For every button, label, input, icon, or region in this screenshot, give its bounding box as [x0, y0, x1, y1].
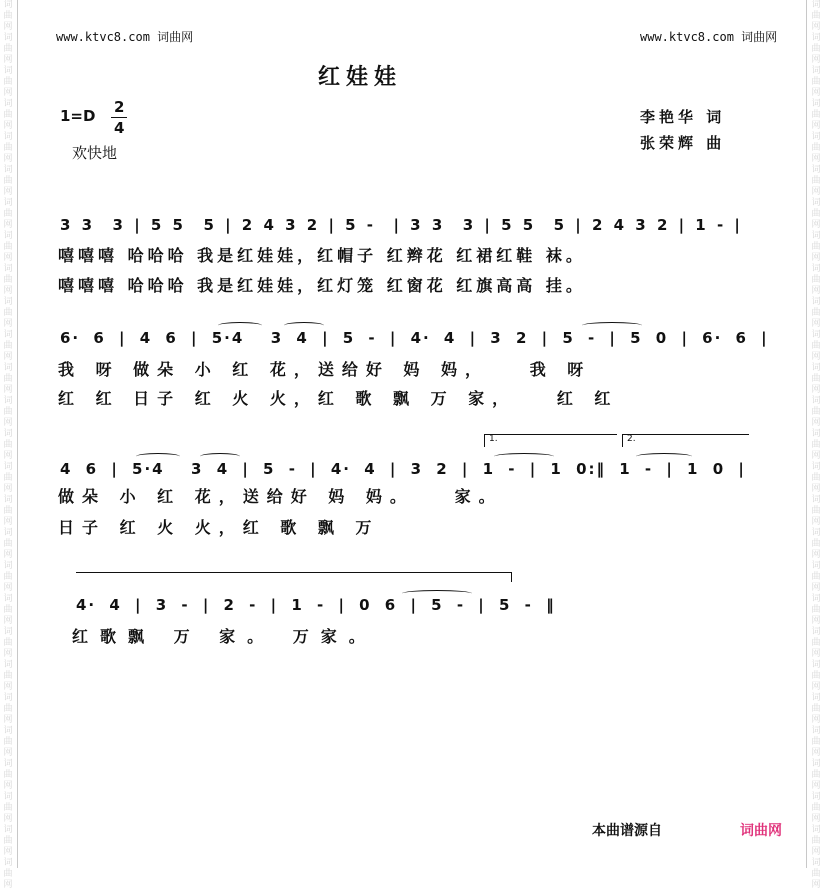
watermark-char: 词: [3, 660, 13, 670]
time-signature-bottom: 4: [114, 119, 125, 137]
watermark-char: 网: [811, 154, 821, 164]
watermark-char: 曲: [3, 77, 13, 87]
left-border-line: [17, 0, 18, 868]
watermark-char: 网: [3, 55, 13, 65]
watermark-char: 词: [3, 462, 13, 472]
watermark-char: 网: [811, 715, 821, 725]
watermark-char: 网: [3, 154, 13, 164]
watermark-char: 曲: [811, 374, 821, 384]
watermark-char: 词: [811, 363, 821, 373]
slur: [200, 453, 240, 460]
watermark-char: 词: [811, 825, 821, 835]
watermark-char: 曲: [811, 308, 821, 318]
watermark-char: 词: [3, 561, 13, 571]
watermark-char: 网: [811, 88, 821, 98]
watermark-char: 曲: [811, 671, 821, 681]
watermark-char: 曲: [3, 275, 13, 285]
watermark-char: 曲: [811, 209, 821, 219]
watermark-char: 曲: [811, 77, 821, 87]
lyrics-row-3-verse-2: 日子 红 火 火，红 歌 飘 万: [58, 518, 380, 537]
volta-bracket-2: 2.: [622, 434, 749, 447]
watermark-char: 词: [811, 429, 821, 439]
watermark-char: 网: [811, 649, 821, 659]
watermark-char: 词: [3, 99, 13, 109]
watermark-char: 曲: [3, 110, 13, 120]
coda-line-end: [511, 572, 512, 582]
watermark-char: 网: [811, 682, 821, 692]
watermark-char: 曲: [811, 869, 821, 879]
watermark-char: 曲: [3, 803, 13, 813]
watermark-char: 词: [811, 627, 821, 637]
watermark-char: 曲: [811, 638, 821, 648]
watermark-char: 曲: [811, 176, 821, 186]
watermark-char: 网: [3, 715, 13, 725]
watermark-char: 词: [811, 792, 821, 802]
watermark-char: 词: [3, 297, 13, 307]
watermark-char: 词: [811, 66, 821, 76]
watermark-char: 曲: [811, 836, 821, 846]
site-link-right[interactable]: www.ktvc8.com 词曲网: [640, 30, 778, 44]
watermark-char: 词: [811, 495, 821, 505]
watermark-char: 曲: [3, 770, 13, 780]
watermark-right: [808, 0, 824, 890]
watermark-char: 网: [3, 385, 13, 395]
slur: [136, 453, 180, 460]
watermark-char: 曲: [3, 704, 13, 714]
watermark-char: 曲: [811, 407, 821, 417]
watermark-char: 词: [811, 594, 821, 604]
source-label: 本曲谱源自: [592, 823, 662, 839]
watermark-char: 词: [3, 165, 13, 175]
watermark-char: 网: [3, 121, 13, 131]
lyrics-row-1-verse-1: 嘻嘻嘻 哈哈哈 我是红娃娃，红帽子 红辫花 红裙红鞋 袜。: [58, 246, 586, 265]
watermark-char: 词: [811, 759, 821, 769]
watermark-char: 网: [811, 220, 821, 230]
watermark-char: 网: [3, 418, 13, 428]
watermark-char: 网: [811, 286, 821, 296]
watermark-char: 曲: [3, 638, 13, 648]
song-title: 红娃娃: [318, 65, 403, 90]
watermark-char: 曲: [811, 242, 821, 252]
volta-bracket-1: 1.: [484, 434, 617, 447]
watermark-char: 曲: [3, 440, 13, 450]
watermark-char: 曲: [811, 770, 821, 780]
watermark-char: 曲: [3, 737, 13, 747]
watermark-char: 网: [811, 187, 821, 197]
slur: [582, 322, 642, 329]
watermark-char: 曲: [3, 671, 13, 681]
watermark-char: 网: [811, 319, 821, 329]
watermark-char: 曲: [3, 836, 13, 846]
watermark-char: 词: [811, 231, 821, 241]
lyricist-credit: 李艳华 词: [640, 108, 726, 126]
watermark-char: 词: [3, 429, 13, 439]
watermark-char: 网: [3, 88, 13, 98]
notes-row-2: 6· 6 | 4 6 | 5·4 3 4 | 5 - | 4· 4 | 3 2 | 5 - | 5 0 | 6· 6 |: [60, 329, 769, 347]
watermark-char: 词: [811, 561, 821, 571]
time-signature-top: 2: [114, 98, 125, 116]
watermark-char: 网: [3, 517, 13, 527]
watermark-char: 网: [3, 682, 13, 692]
watermark-char: 词: [3, 627, 13, 637]
watermark-char: 词: [811, 858, 821, 868]
watermark-char: 曲: [3, 242, 13, 252]
watermark-char: 词: [3, 726, 13, 736]
notes-row-3: 4 6 | 5·4 3 4 | 5 - | 4· 4 | 3 2 | 1 - | 1 0:‖ 1 - | 1 0 |: [60, 460, 746, 478]
key-signature: 1=D: [60, 107, 96, 125]
lyrics-row-2-verse-1: 我 呀 做朵 小 红 花，送给好 妈 妈， 我 呀: [58, 360, 592, 379]
watermark-char: 词: [811, 132, 821, 142]
watermark-char: 网: [811, 814, 821, 824]
watermark-char: 网: [811, 781, 821, 791]
watermark-char: 网: [3, 550, 13, 560]
watermark-char: 词: [811, 264, 821, 274]
slur: [494, 453, 554, 460]
watermark-char: 曲: [3, 506, 13, 516]
watermark-char: 词: [3, 264, 13, 274]
watermark-char: 词: [811, 297, 821, 307]
slur: [284, 322, 324, 329]
watermark-char: 曲: [811, 11, 821, 21]
watermark-char: 网: [3, 451, 13, 461]
watermark-char: 网: [3, 187, 13, 197]
watermark-char: 曲: [811, 539, 821, 549]
time-signature-line: [111, 117, 127, 118]
watermark-char: 词: [811, 330, 821, 340]
watermark-char: 网: [3, 847, 13, 857]
site-link-left[interactable]: www.ktvc8.com 词曲网: [56, 30, 194, 44]
watermark-char: 网: [811, 253, 821, 263]
watermark-char: 词: [811, 0, 821, 10]
watermark-char: 网: [811, 55, 821, 65]
watermark-char: 曲: [811, 440, 821, 450]
watermark-char: 词: [811, 198, 821, 208]
watermark-char: 曲: [811, 803, 821, 813]
watermark-char: 曲: [811, 737, 821, 747]
watermark-char: 网: [3, 649, 13, 659]
watermark-char: 网: [811, 385, 821, 395]
watermark-left: [0, 0, 16, 890]
coda-line: [76, 572, 512, 573]
watermark-char: 网: [3, 286, 13, 296]
watermark-char: 词: [3, 66, 13, 76]
slur: [218, 322, 262, 329]
watermark-char: 词: [811, 33, 821, 43]
watermark-char: 曲: [811, 275, 821, 285]
watermark-char: 词: [3, 858, 13, 868]
source-site-link[interactable]: 词曲网: [740, 823, 782, 839]
watermark-char: 词: [3, 825, 13, 835]
watermark-char: 网: [3, 814, 13, 824]
watermark-char: 网: [3, 352, 13, 362]
watermark-char: 网: [3, 748, 13, 758]
watermark-char: 词: [811, 693, 821, 703]
tempo-marking: 欢快地: [72, 144, 118, 162]
watermark-char: 网: [811, 880, 821, 890]
watermark-char: 曲: [3, 473, 13, 483]
watermark-char: 曲: [3, 143, 13, 153]
watermark-char: 网: [811, 484, 821, 494]
notes-row-4: 4· 4 | 3 - | 2 - | 1 - | 0 6 | 5 - | 5 - ‖: [76, 596, 556, 614]
watermark-char: 词: [3, 198, 13, 208]
watermark-char: 曲: [3, 176, 13, 186]
watermark-char: 曲: [3, 209, 13, 219]
watermark-char: 网: [3, 880, 13, 890]
watermark-char: 网: [811, 847, 821, 857]
watermark-char: 词: [3, 792, 13, 802]
watermark-char: 词: [811, 165, 821, 175]
watermark-char: 词: [3, 759, 13, 769]
watermark-char: 词: [3, 528, 13, 538]
watermark-char: 词: [3, 495, 13, 505]
watermark-char: 曲: [3, 374, 13, 384]
watermark-char: 网: [3, 781, 13, 791]
watermark-char: 网: [811, 517, 821, 527]
watermark-char: 网: [3, 484, 13, 494]
watermark-char: 词: [3, 396, 13, 406]
watermark-char: 词: [3, 594, 13, 604]
watermark-char: 网: [811, 616, 821, 626]
watermark-char: 曲: [3, 572, 13, 582]
watermark-char: 词: [3, 0, 13, 10]
watermark-char: 网: [811, 121, 821, 131]
watermark-char: 曲: [3, 407, 13, 417]
watermark-char: 网: [811, 550, 821, 560]
watermark-char: 词: [811, 462, 821, 472]
watermark-char: 曲: [811, 110, 821, 120]
watermark-char: 网: [3, 220, 13, 230]
watermark-char: 网: [3, 583, 13, 593]
watermark-char: 曲: [3, 539, 13, 549]
watermark-char: 词: [3, 33, 13, 43]
watermark-char: 曲: [3, 341, 13, 351]
watermark-char: 曲: [811, 572, 821, 582]
slur: [636, 453, 692, 460]
watermark-char: 词: [3, 330, 13, 340]
lyrics-row-2-verse-2: 红 红 日子 红 火 火，红 歌 飘 万 家， 红 红: [58, 389, 619, 408]
watermark-char: 词: [811, 660, 821, 670]
lyrics-row-1-verse-2: 嘻嘻嘻 哈哈哈 我是红娃娃，红灯笼 红窗花 红旗高高 挂。: [58, 276, 586, 295]
watermark-char: 曲: [811, 44, 821, 54]
watermark-char: 曲: [3, 44, 13, 54]
watermark-char: 曲: [811, 506, 821, 516]
watermark-char: 词: [811, 99, 821, 109]
notes-row-1: 3 3 3 | 5 5 5 | 2 4 3 2 | 5 - | 3 3 3 | 5 5 5 | 2 4 3 2 | 1 - |: [60, 216, 742, 234]
watermark-char: 曲: [811, 605, 821, 615]
watermark-char: 网: [811, 352, 821, 362]
watermark-char: 网: [3, 253, 13, 263]
watermark-char: 网: [3, 616, 13, 626]
watermark-char: 词: [3, 231, 13, 241]
watermark-char: 网: [811, 583, 821, 593]
watermark-char: 曲: [3, 308, 13, 318]
watermark-char: 曲: [811, 473, 821, 483]
lyrics-row-4: 红歌飘 万 家。 万家。: [72, 627, 377, 646]
watermark-char: 曲: [3, 11, 13, 21]
watermark-char: 网: [811, 451, 821, 461]
watermark-char: 网: [811, 748, 821, 758]
watermark-char: 词: [811, 396, 821, 406]
watermark-char: 曲: [3, 605, 13, 615]
watermark-char: 曲: [811, 704, 821, 714]
watermark-char: 词: [811, 528, 821, 538]
watermark-char: 网: [811, 418, 821, 428]
watermark-char: 词: [811, 726, 821, 736]
watermark-char: 曲: [3, 869, 13, 879]
watermark-char: 曲: [811, 143, 821, 153]
watermark-char: 网: [3, 22, 13, 32]
watermark-char: 词: [3, 363, 13, 373]
watermark-char: 网: [3, 319, 13, 329]
lyrics-row-3-verse-1: 做朵 小 红 花，送给好 妈 妈。 家。: [58, 487, 503, 506]
right-border-line: [806, 0, 807, 868]
watermark-char: 曲: [811, 341, 821, 351]
watermark-char: 网: [811, 22, 821, 32]
watermark-char: 词: [3, 132, 13, 142]
composer-credit: 张荣辉 曲: [640, 134, 726, 152]
watermark-char: 词: [3, 693, 13, 703]
